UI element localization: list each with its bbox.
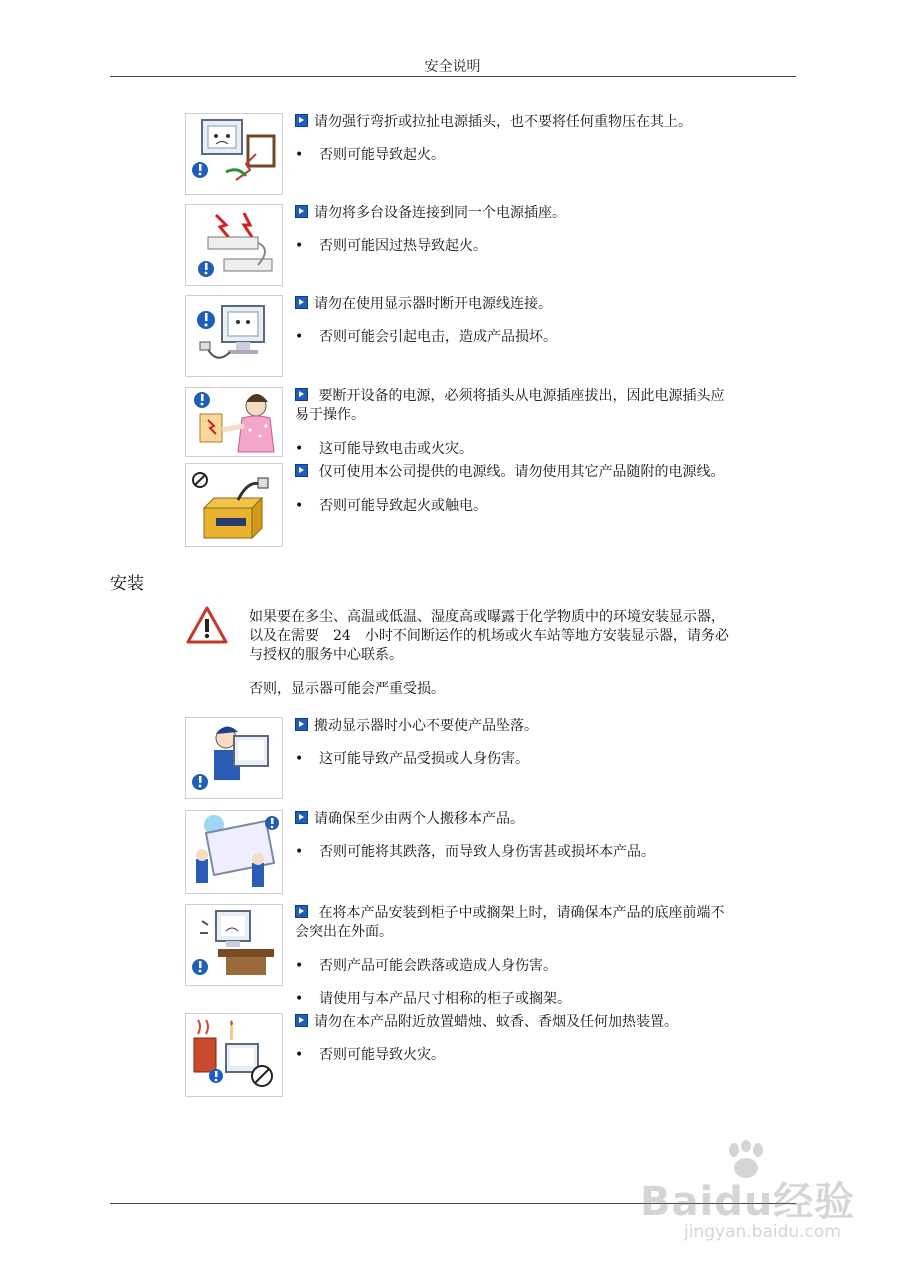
play-bullet-icon	[295, 205, 308, 218]
power-cord-box-icon	[185, 463, 283, 547]
safety-item-lead: 仅可使用本公司提供的电源线。请勿使用其它产品随附的电源线。	[295, 463, 735, 482]
overloaded-outlet-icon	[185, 204, 283, 286]
page-header-title: 安全说明	[424, 59, 481, 75]
monitor-on-shelf-icon	[185, 904, 283, 986]
safety-item-lead: 请勿在使用显示器时断开电源线连接。	[295, 295, 735, 314]
safety-item-consequence: • 否则产品可能会跌落或造成人身伤害。	[295, 958, 557, 974]
safety-item-lead: 请勿强行弯折或拉扯电源插头，也不要将任何重物压在其上。	[295, 113, 735, 132]
safety-item-lead: 要断开设备的电源，必须将插头从电源插座拔出，因此电源插头应易于操作。	[295, 388, 725, 423]
play-bullet-icon	[295, 811, 308, 824]
play-bullet-icon	[295, 905, 308, 918]
safety-item-consequence: • 这可能导致产品受损或人身伤害。	[295, 751, 529, 767]
header-rule	[110, 76, 796, 77]
play-bullet-icon	[295, 114, 308, 127]
safety-item-consequence: • 否则可能会引起电击，造成产品损坏。	[295, 329, 557, 345]
play-bullet-icon	[295, 718, 308, 731]
play-bullet-icon	[295, 1014, 308, 1027]
unplug-monitor-icon	[185, 295, 283, 377]
caution-triangle-icon	[185, 605, 229, 645]
person-unplugging-icon	[185, 387, 283, 457]
safety-item-lead: 搬动显示器时小心不要使产品坠落。	[295, 717, 735, 736]
heat-near-monitor-icon	[185, 1013, 283, 1097]
safety-item-consequence: • 否则可能将其跌落，而导致人身伤害甚或损坏本产品。	[295, 844, 655, 860]
safety-item-lead: 请确保至少由两个人搬移本产品。	[295, 810, 735, 829]
safety-item-consequence: • 请使用与本产品尺寸相称的柜子或搁架。	[295, 991, 571, 1007]
safety-item-lead: 请勿在本产品附近放置蜡烛、蚊香、香烟及任何加热装置。	[295, 1013, 735, 1032]
install-warning-note: 否则，显示器可能会严重受损。	[249, 681, 445, 697]
baidu-watermark	[640, 1140, 870, 1250]
watermark-url: jingyan.baidu.com	[684, 1222, 841, 1242]
safety-item-consequence: • 否则可能导致起火或触电。	[295, 498, 487, 514]
play-bullet-icon	[295, 388, 308, 401]
safety-item-lead: 在将本产品安装到柜子中或搁架上时，请确保本产品的底座前端不会突出在外面。	[295, 905, 725, 940]
safety-item-consequence: • 这可能导致电击或火灾。	[295, 441, 473, 457]
safety-item-consequence: • 否则可能导致火灾。	[295, 1047, 445, 1063]
carrying-monitor-icon	[185, 717, 283, 799]
install-warning-text: 如果要在多尘、高温或低温、湿度高或曝露于化学物质中的环境安装显示器，以及在需要 24 小时不间断运作的机场或火车站等地方安装显示器，请务必与授权的服务中心联系。	[249, 609, 729, 663]
play-bullet-icon	[295, 296, 308, 309]
two-people-carrying-icon	[185, 810, 283, 894]
section-heading: 安装	[110, 574, 144, 594]
bent-plug-icon	[185, 113, 283, 195]
safety-item-lead: 请勿将多台设备连接到同一个电源插座。	[295, 204, 735, 223]
watermark-brand: Baidu经验	[640, 1179, 856, 1225]
safety-item-consequence: • 否则可能导致起火。	[295, 147, 445, 163]
play-bullet-icon	[295, 464, 308, 477]
safety-item-consequence: • 否则可能因过热导致起火。	[295, 238, 487, 254]
